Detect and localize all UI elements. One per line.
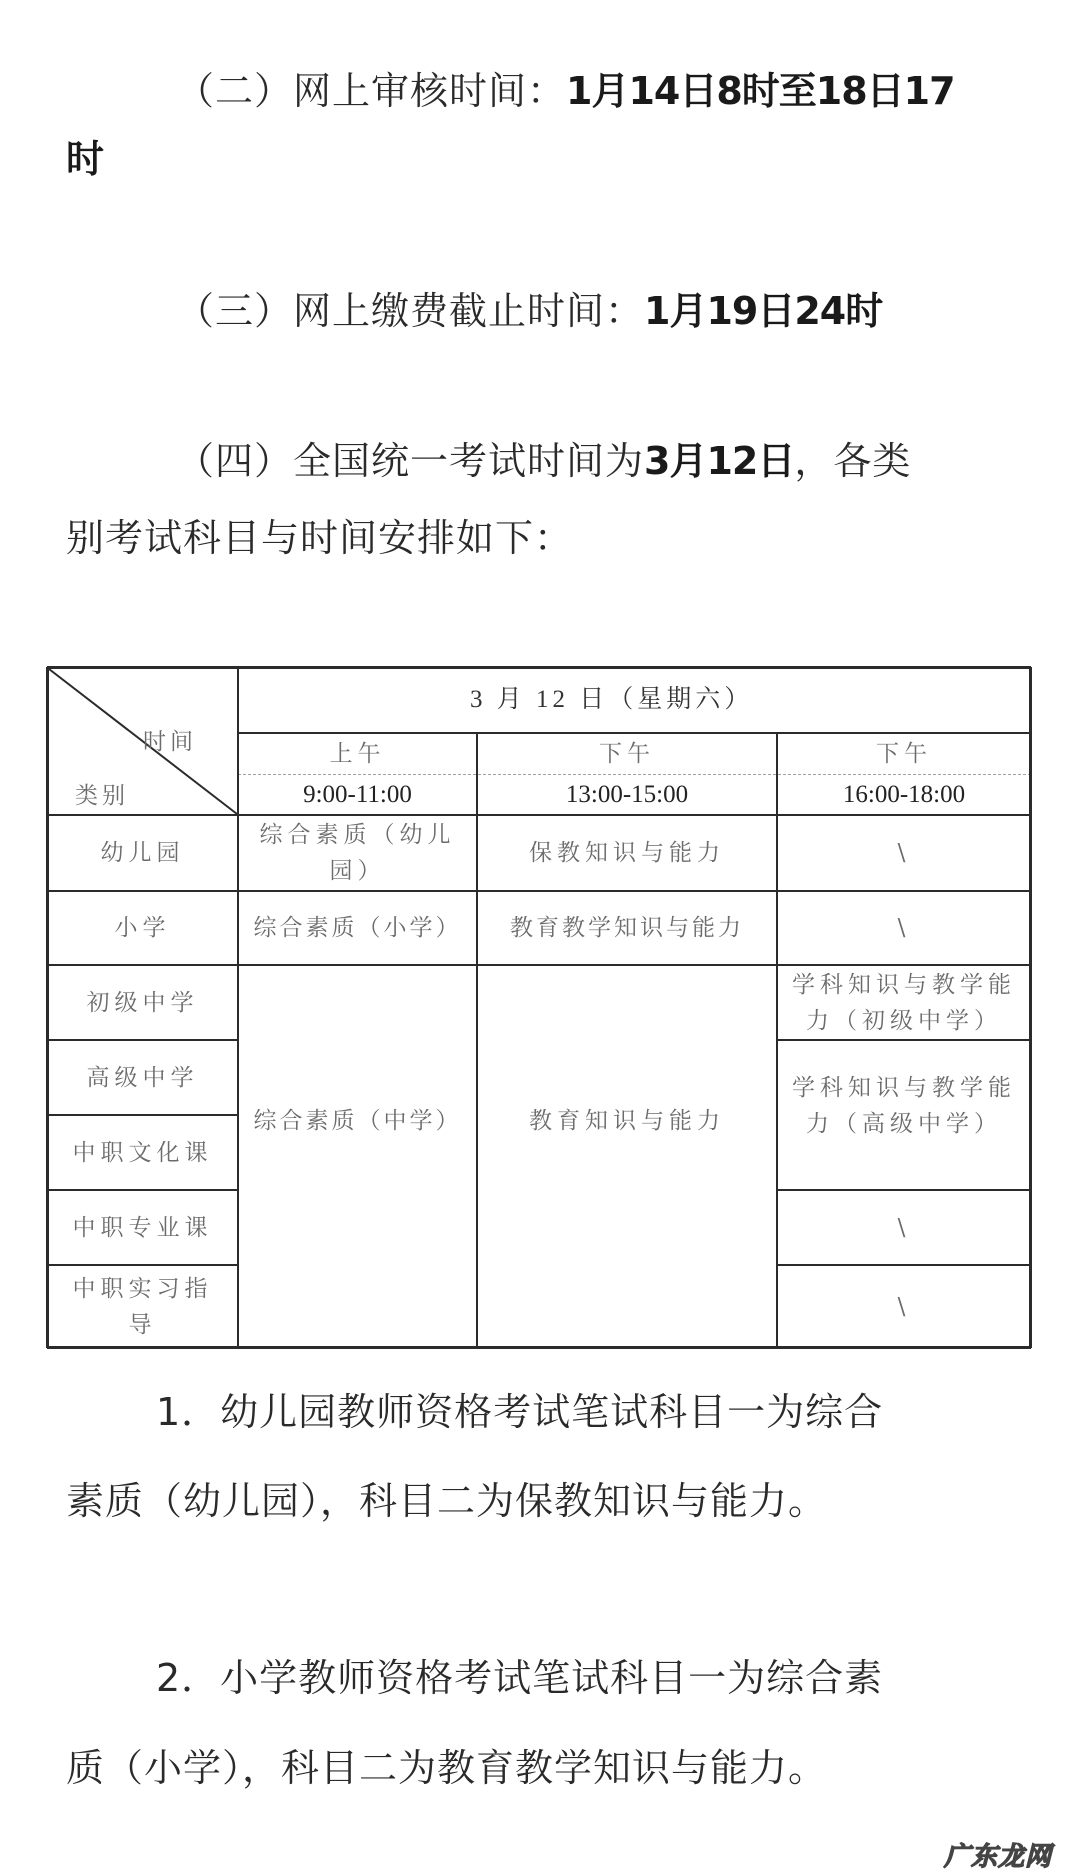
exam-date-suffix: ，各类	[794, 439, 912, 483]
exam-schedule-table	[47, 667, 1031, 1348]
secondary-subject-1: 综合素质（中学）	[253, 1108, 462, 1134]
corner-category-label: 类别	[75, 783, 129, 809]
kindergarten-subject-3: \	[897, 840, 911, 866]
session-2-time: 13:00-15:00	[565, 780, 689, 808]
row-divider-kindergarten	[47, 890, 1031, 892]
row-divider-junior-cat	[47, 1039, 238, 1041]
review-time-value-cont: 时	[66, 137, 104, 181]
exam-date-value: 3月12日	[644, 439, 795, 483]
note-kindergarten-line1: 1．幼儿园教师资格考试笔试科目一为综合	[156, 1390, 884, 1434]
session-2-period: 下午	[599, 740, 655, 767]
exam-date-label: （四）全国统一考试时间为	[176, 439, 645, 483]
category-primary: 小学	[114, 915, 171, 941]
review-time-value: 1月14日8时至18日17	[566, 69, 955, 113]
corner-time-label: 时间	[143, 729, 197, 755]
table-border-right	[1029, 667, 1032, 1348]
primary-subject-3: \	[897, 915, 911, 941]
review-time-label: （二）网上审核时间：	[176, 69, 567, 113]
junior-high-subject-3: 学科知识与教学能力（初级中学）	[792, 971, 1016, 1034]
table-border-top	[47, 666, 1031, 669]
secondary-subject-2: 教育知识与能力	[529, 1108, 725, 1134]
category-vocational-culture: 中职文化课	[72, 1139, 213, 1166]
col-divider-1	[237, 667, 239, 1348]
table-border-left	[46, 667, 49, 1348]
session-3-time: 16:00-18:00	[842, 780, 966, 808]
row-divider-voc-culture-cat	[47, 1189, 238, 1191]
row-divider-primary	[47, 964, 1031, 966]
session-1-period: 上午	[329, 740, 386, 767]
row-divider-voc-major-s3	[776, 1264, 1031, 1266]
site-watermark-logo: 广东龙网	[943, 1842, 1052, 1872]
row-divider-date	[237, 732, 1031, 734]
payment-deadline-value: 1月19日24时	[644, 289, 883, 333]
exam-date-line2: 别考试科目与时间安排如下：	[66, 516, 574, 560]
note-primary-line2: 质（小学），科目二为教育教学知识与能力。	[66, 1746, 828, 1790]
payment-deadline-label: （三）网上缴费截止时间：	[176, 289, 645, 333]
kindergarten-subject-2: 保教知识与能力	[529, 840, 725, 866]
vocational-major-subject-3: \	[897, 1214, 911, 1241]
category-vocational-major: 中职专业课	[72, 1214, 213, 1241]
category-senior-high: 高级中学	[86, 1064, 199, 1091]
primary-subject-1: 综合素质（小学）	[253, 915, 462, 941]
row-divider-header	[47, 814, 1031, 816]
table-border-bottom	[47, 1346, 1031, 1349]
row-divider-senior-cat	[47, 1114, 238, 1116]
kindergarten-subject-1: 综合素质（幼儿园）	[259, 822, 456, 884]
category-kindergarten: 幼儿园	[100, 840, 185, 866]
senior-high-subject-3: 学科知识与教学能力（高级中学）	[792, 1075, 1016, 1137]
primary-subject-2: 教育教学知识与能力	[510, 915, 744, 941]
session-3-period: 下午	[876, 740, 932, 767]
note-kindergarten-line2: 素质（幼儿园），科目二为保教知识与能力。	[66, 1479, 828, 1523]
category-vocational-practice: 中职实习指导	[72, 1275, 213, 1338]
col-divider-2	[476, 733, 478, 1348]
session-1-time: 9:00-11:00	[303, 780, 412, 808]
row-divider-junior-s3	[776, 1039, 1031, 1041]
category-junior-high: 初级中学	[86, 989, 199, 1016]
row-divider-voc-major-cat	[47, 1264, 238, 1266]
vocational-practice-subject-3: \	[897, 1293, 911, 1320]
session-header-dashed-divider	[238, 774, 1031, 775]
row-divider-voc-culture-s3	[776, 1189, 1031, 1191]
date-header: 3 月 12 日（星期六）	[470, 686, 754, 713]
note-primary-line1: 2．小学教师资格考试笔试科目一为综合素	[156, 1656, 884, 1700]
